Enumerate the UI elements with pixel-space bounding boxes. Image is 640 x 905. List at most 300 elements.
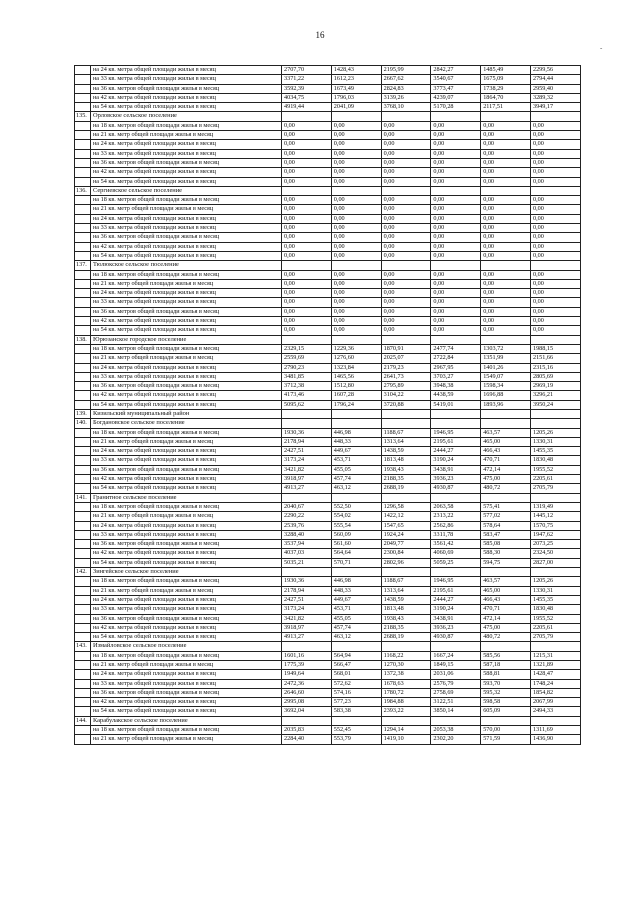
row-label: на 24 кв. метра общей площади жилья в месяц [91,521,282,530]
row-index: 135. [75,112,91,121]
value-cell: 3936,23 [431,623,481,632]
row-index [75,196,91,205]
value-cell [331,186,381,195]
table-row [75,93,581,102]
row-label: на 21 кв. метр общей площади жилья в месяц [91,205,282,214]
value-cell: 3173,24 [282,605,332,614]
value-cell: 1598,34 [481,382,531,391]
row-index [75,670,91,679]
value-cell: 1607,28 [331,391,381,400]
value-cell: 3692,04 [282,707,332,716]
row-label: на 36 кв. метров общей площади жилья в месяц [91,307,282,316]
row-index [75,251,91,260]
value-cell: 2790,23 [282,363,332,372]
row-label: на 42 кв. метра общей площади жилья в месяц [91,475,282,484]
row-index [75,726,91,735]
row-index [75,400,91,409]
table-row [75,298,581,307]
table-row [75,484,581,493]
table-row [75,75,581,84]
row-index: 143. [75,642,91,651]
value-cell: 2329,15 [282,344,332,353]
table-row [75,502,581,511]
row-label: на 54 кв. метра общей площади жилья в месяц [91,326,282,335]
row-label: на 33 кв. метра общей площади жилья в месяц [91,298,282,307]
table-row [75,428,581,437]
value-cell: 2688,19 [381,633,431,642]
value-cell: 3720,88 [381,400,431,409]
value-cell: 595,32 [481,688,531,697]
value-cell [530,335,580,344]
value-cell: 0,00 [381,149,431,158]
value-cell: 0,00 [530,270,580,279]
value-cell: 0,00 [282,214,332,223]
row-label: на 21 кв. метр общей площади жилья в месяц [91,279,282,288]
table-row [75,661,581,670]
table-row [75,205,581,214]
value-cell: 453,71 [331,605,381,614]
value-cell: 5170,28 [431,103,481,112]
value-cell: 1938,43 [381,465,431,474]
row-index [75,242,91,251]
value-cell: 553,79 [331,735,381,744]
value-cell: 0,00 [331,196,381,205]
value-cell: 0,00 [331,140,381,149]
value-cell: 0,00 [282,224,332,233]
row-label: на 21 кв. метр общей площади жилья в месяц [91,131,282,140]
row-label: на 36 кв. метров общей площади жилья в месяц [91,688,282,697]
value-cell: 587,18 [481,661,531,670]
table-row [75,279,581,288]
value-cell [431,261,481,270]
value-cell [530,642,580,651]
value-cell: 570,71 [331,558,381,567]
value-cell: 0,00 [481,307,531,316]
row-label: Измайловское сельское поселение [91,642,282,651]
value-cell: 1938,43 [381,614,431,623]
table-row [75,121,581,130]
value-cell: 0,00 [331,168,381,177]
row-label: на 33 кв. метра общей площади жилья в месяц [91,224,282,233]
row-label: на 42 кв. метра общей площади жилья в месяц [91,698,282,707]
value-cell: 0,00 [381,242,431,251]
value-cell: 0,00 [431,168,481,177]
row-label: на 54 кв. метра общей площади жилья в месяц [91,177,282,186]
value-cell: 0,00 [282,326,332,335]
section-row [75,409,581,418]
value-cell: 3421,82 [282,614,332,623]
value-cell: 1401,26 [481,363,531,372]
table-row [75,289,581,298]
value-cell: 1321,89 [530,661,580,670]
value-cell: 472,14 [481,465,531,474]
value-cell: 0,00 [530,251,580,260]
value-cell: 2576,79 [431,679,481,688]
value-cell: 1436,90 [530,735,580,744]
row-index [75,66,91,75]
value-cell: 2969,19 [530,382,580,391]
value-cell: 0,00 [431,233,481,242]
row-index [75,326,91,335]
value-cell: 0,00 [331,326,381,335]
row-index [75,205,91,214]
value-cell [282,642,332,651]
value-cell: 4930,87 [431,484,481,493]
value-cell: 1428,47 [530,670,580,679]
value-cell: 457,74 [331,475,381,484]
value-cell: 463,57 [481,577,531,586]
value-cell: 1893,96 [481,400,531,409]
value-cell: 470,71 [481,456,531,465]
value-cell: 585,08 [481,540,531,549]
value-cell: 568,01 [331,670,381,679]
value-cell: 2758,69 [431,688,481,697]
value-cell: 0,00 [381,251,431,260]
value-cell: 0,00 [481,131,531,140]
row-label: на 36 кв. метров общей площади жилья в месяц [91,233,282,242]
row-index [75,512,91,521]
value-cell: 0,00 [530,242,580,251]
value-cell: 2444,27 [431,595,481,604]
value-cell: 0,00 [331,158,381,167]
value-cell: 0,00 [282,242,332,251]
value-cell: 1849,15 [431,661,481,670]
value-cell: 1946,95 [431,428,481,437]
value-cell: 0,00 [282,158,332,167]
value-cell: 0,00 [381,140,431,149]
value-cell [481,335,531,344]
table-row [75,140,581,149]
table-row [75,84,581,93]
value-cell: 1930,36 [282,428,332,437]
row-label: Гранитное сельское поселение [91,493,282,502]
value-cell [481,568,531,577]
value-cell: 583,47 [481,530,531,539]
value-cell: 3139,26 [381,93,431,102]
value-cell: 446,98 [331,577,381,586]
value-cell: 0,00 [481,214,531,223]
row-index [75,233,91,242]
value-cell: 1796,24 [331,400,381,409]
value-cell: 0,00 [282,233,332,242]
value-cell: 4239,07 [431,93,481,102]
value-cell [381,186,431,195]
table-row [75,326,581,335]
value-cell [530,419,580,428]
value-cell: 472,14 [481,614,531,623]
value-cell: 1830,48 [530,456,580,465]
row-label: на 33 кв. метра общей площади жилья в месяц [91,75,282,84]
value-cell [331,419,381,428]
value-cell: 3311,78 [431,530,481,539]
row-label: на 33 кв. метра общей площади жилья в месяц [91,605,282,614]
housing-cost-table [74,65,581,745]
table-row [75,177,581,186]
value-cell [431,409,481,418]
value-cell: 0,00 [530,158,580,167]
value-cell: 0,00 [331,214,381,223]
row-label: на 24 кв. метра общей площади жилья в месяц [91,670,282,679]
row-label: на 21 кв. метр общей площади жилья в месяц [91,586,282,595]
value-cell: 0,00 [331,131,381,140]
value-cell: 3561,42 [431,540,481,549]
row-index [75,84,91,93]
row-index [75,224,91,233]
row-label: на 36 кв. метров общей площади жилья в месяц [91,84,282,93]
row-label: на 24 кв. метра общей площади жилья в месяц [91,140,282,149]
table-row [75,614,581,623]
section-row [75,568,581,577]
value-cell: 552,50 [331,502,381,511]
value-cell: 0,00 [431,177,481,186]
value-cell: 463,12 [331,633,381,642]
value-cell: 4173,46 [282,391,332,400]
table-row [75,214,581,223]
row-index: 139. [75,409,91,418]
value-cell: 0,00 [431,270,481,279]
value-cell [331,493,381,502]
row-index [75,530,91,539]
row-label: на 21 кв. метр общей площади жилья в месяц [91,735,282,744]
value-cell: 0,00 [282,149,332,158]
row-index [75,140,91,149]
value-cell: 2284,40 [282,735,332,744]
value-cell: 0,00 [331,233,381,242]
value-cell: 1323,84 [331,363,381,372]
row-label: на 24 кв. метра общей площади жилья в месяц [91,595,282,604]
table-row [75,224,581,233]
value-cell: 3481,85 [282,372,332,381]
value-cell: 2705,79 [530,633,580,642]
section-row [75,335,581,344]
value-cell: 2444,27 [431,447,481,456]
row-label: на 18 кв. метров общей площади жилья в месяц [91,577,282,586]
value-cell: 453,71 [331,456,381,465]
table-row [75,354,581,363]
value-cell [331,409,381,418]
value-cell [530,568,580,577]
value-cell: 0,00 [381,205,431,214]
value-cell: 2041,09 [331,103,381,112]
table-row [75,698,581,707]
row-index [75,651,91,660]
row-label: на 42 кв. метра общей площади жилья в месяц [91,623,282,632]
value-cell [530,716,580,725]
value-cell: 2842,27 [431,66,481,75]
table-row [75,623,581,632]
value-cell: 554,02 [331,512,381,521]
table-row [75,382,581,391]
row-index [75,363,91,372]
value-cell: 3537,94 [282,540,332,549]
value-cell: 3950,24 [530,400,580,409]
value-cell: 1330,31 [530,586,580,595]
value-cell: 3712,38 [282,382,332,391]
row-label: на 18 кв. метров общей площади жилья в месяц [91,726,282,735]
value-cell: 2707,70 [282,66,332,75]
value-cell: 2477,74 [431,344,481,353]
table-row [75,103,581,112]
value-cell: 2299,56 [530,66,580,75]
value-cell: 1673,49 [331,84,381,93]
table-row [75,558,581,567]
table-row [75,512,581,521]
value-cell: 455,05 [331,465,381,474]
row-label: на 33 кв. метра общей площади жилья в месяц [91,372,282,381]
row-label: на 54 кв. метра общей площади жилья в месяц [91,103,282,112]
value-cell: 1675,09 [481,75,531,84]
value-cell: 1313,64 [381,586,431,595]
value-cell [431,335,481,344]
value-cell: 449,67 [331,447,381,456]
value-cell: 1188,67 [381,577,431,586]
value-cell: 0,00 [381,317,431,326]
value-cell: 2794,44 [530,75,580,84]
row-index [75,75,91,84]
table-row [75,688,581,697]
value-cell: 0,00 [282,289,332,298]
row-index: 141. [75,493,91,502]
value-cell: 566,47 [331,661,381,670]
value-cell: 0,00 [381,196,431,205]
row-index [75,447,91,456]
value-cell [481,409,531,418]
section-row [75,419,581,428]
row-index: 140. [75,419,91,428]
table-row [75,400,581,409]
value-cell: 2025,07 [381,354,431,363]
value-cell: 475,00 [481,475,531,484]
value-cell: 0,00 [431,242,481,251]
table-row [75,726,581,735]
value-cell: 1854,82 [530,688,580,697]
value-cell: 0,00 [431,205,481,214]
value-cell: 3540,67 [431,75,481,84]
value-cell [481,493,531,502]
value-cell: 1313,64 [381,437,431,446]
value-cell: 1864,70 [481,93,531,102]
value-cell: 0,00 [431,158,481,167]
value-cell: 2995,08 [282,698,332,707]
row-index [75,577,91,586]
table-row [75,363,581,372]
value-cell: 2205,61 [530,475,580,484]
value-cell: 1296,58 [381,502,431,511]
row-label: на 18 кв. метров общей площади жилья в месяц [91,502,282,511]
value-cell: 0,00 [331,177,381,186]
row-index [75,484,91,493]
value-cell: 1455,35 [530,595,580,604]
value-cell: 0,00 [530,298,580,307]
value-cell: 448,33 [331,437,381,446]
value-cell: 1570,75 [530,521,580,530]
value-cell: 4438,59 [431,391,481,400]
value-cell: 1276,60 [331,354,381,363]
row-index [75,298,91,307]
row-label: Юрюзанское городское поселение [91,335,282,344]
table-row [75,437,581,446]
section-row [75,642,581,651]
table-row [75,372,581,381]
value-cell [282,112,332,121]
value-cell: 2667,62 [381,75,431,84]
row-index [75,661,91,670]
row-index [75,502,91,511]
value-cell [331,112,381,121]
value-cell: 1428,43 [331,66,381,75]
value-cell [331,716,381,725]
value-cell: 593,70 [481,679,531,688]
table-row [75,735,581,744]
value-cell: 1946,95 [431,577,481,586]
row-index [75,391,91,400]
value-cell: 4037,03 [282,549,332,558]
value-cell: 2313,22 [431,512,481,521]
value-cell: 1445,12 [530,512,580,521]
value-cell: 0,00 [381,326,431,335]
value-cell: 2722,84 [431,354,481,363]
row-label: на 36 кв. метров общей площади жилья в месяц [91,465,282,474]
value-cell [431,716,481,725]
value-cell: 2300,84 [381,549,431,558]
table-row [75,447,581,456]
value-cell: 4930,87 [431,633,481,642]
value-cell: 1984,88 [381,698,431,707]
value-cell [530,112,580,121]
value-cell: 0,00 [431,196,481,205]
value-cell [431,642,481,651]
value-cell: 574,16 [331,688,381,697]
row-label: на 21 кв. метр общей площади жилья в месяц [91,661,282,670]
row-index [75,595,91,604]
row-label: на 18 кв. метров общей площади жилья в месяц [91,121,282,130]
value-cell: 0,00 [431,121,481,130]
value-cell: 480,72 [481,633,531,642]
value-cell: 0,00 [530,131,580,140]
row-index: 142. [75,568,91,577]
value-cell: 605,09 [481,707,531,716]
row-index [75,279,91,288]
value-cell: 2315,16 [530,363,580,372]
value-cell: 0,00 [481,196,531,205]
row-index [75,317,91,326]
value-cell [381,493,431,502]
table-row [75,158,581,167]
value-cell: 555,54 [331,521,381,530]
value-cell: 455,05 [331,614,381,623]
value-cell: 588,30 [481,549,531,558]
value-cell: 0,00 [530,177,580,186]
table-row [75,251,581,260]
value-cell: 2795,89 [381,382,431,391]
value-cell: 571,59 [481,735,531,744]
value-cell [381,419,431,428]
row-label: на 24 кв. метра общей площади жилья в месяц [91,363,282,372]
section-row [75,716,581,725]
table-row [75,168,581,177]
value-cell [530,409,580,418]
value-cell: 465,00 [481,437,531,446]
row-label: на 54 кв. метра общей площади жилья в месяц [91,400,282,409]
value-cell: 1930,36 [282,577,332,586]
value-cell: 598,58 [481,698,531,707]
row-index [75,382,91,391]
value-cell: 0,00 [481,224,531,233]
table-row [75,521,581,530]
value-cell: 0,00 [530,279,580,288]
value-cell: 0,00 [381,279,431,288]
table-row [75,465,581,474]
